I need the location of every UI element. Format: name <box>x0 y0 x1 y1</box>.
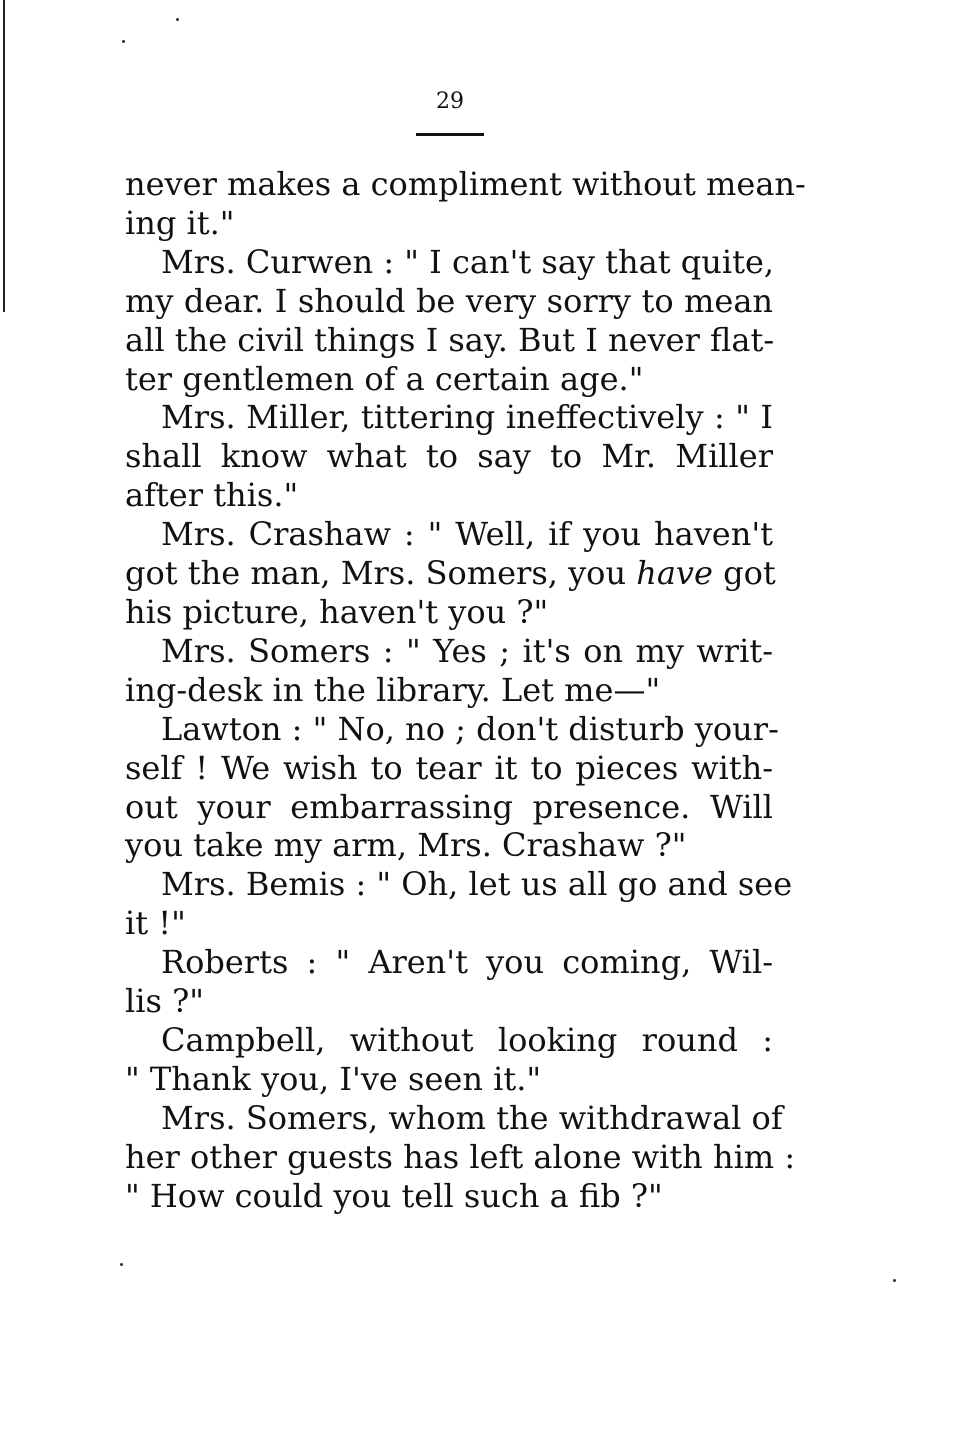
text-line: Mrs. Somers, whom the withdrawal of <box>161 1098 783 1137</box>
text-line: shall know what to say to Mr. Miller <box>125 437 773 476</box>
text-line: Mrs. Somers : " Yes ; it's on my writ- <box>161 631 773 670</box>
text-line: Lawton : " No, no ; don't disturb your- <box>161 709 779 748</box>
print-speck <box>893 1279 896 1282</box>
text-line: Mrs. Curwen : " I can't say that quite, <box>161 242 775 281</box>
text-line: Mrs. Bemis : " Oh, let us all go and see <box>161 865 793 904</box>
text-line: Campbell, without looking round : <box>161 1020 773 1059</box>
text-line: " Thank you, I've seen it." <box>125 1059 542 1098</box>
body-text <box>125 165 806 1215</box>
page-number-rule <box>416 133 484 136</box>
text-line: ing it." <box>125 203 235 242</box>
text-line: after this." <box>125 476 299 515</box>
text-line: it !" <box>125 904 186 943</box>
text-line: " How could you tell such a fib ?" <box>125 1176 663 1215</box>
text-line: all the civil things I say. But I never flat- <box>125 320 775 359</box>
print-speck <box>120 1263 123 1266</box>
page-edge-rule <box>3 0 5 312</box>
text-line: Roberts : " Aren't you coming, Wil- <box>161 943 773 982</box>
text-line: her other guests has left alone with him : <box>125 1137 796 1176</box>
text-line: you take my arm, Mrs. Crashaw ?" <box>125 826 687 865</box>
emphasis: have <box>636 554 713 593</box>
text-line: lis ?" <box>125 982 204 1021</box>
text-line: never makes a compliment without mean- <box>125 165 806 203</box>
print-speck <box>122 40 125 43</box>
text-line: self ! We wish to tear it to pieces with- <box>125 748 773 787</box>
text-line: out your embarrassing presence. Will <box>125 787 773 826</box>
text-line: his picture, haven't you ?" <box>125 592 549 631</box>
text-line: my dear. I should be very sorry to mean <box>125 281 773 320</box>
print-speck <box>176 18 179 21</box>
text-line: ter gentlemen of a certain age." <box>125 359 644 398</box>
text-line: Mrs. Crashaw : " Well, if you haven't <box>161 515 773 554</box>
text-line: got the man, Mrs. Somers, you have got <box>125 554 776 593</box>
page-number: 29 <box>436 89 464 114</box>
text-line: ing-desk in the library. Let me—" <box>125 670 661 709</box>
text-line: Mrs. Miller, tittering ineffectively : " I <box>161 398 773 437</box>
